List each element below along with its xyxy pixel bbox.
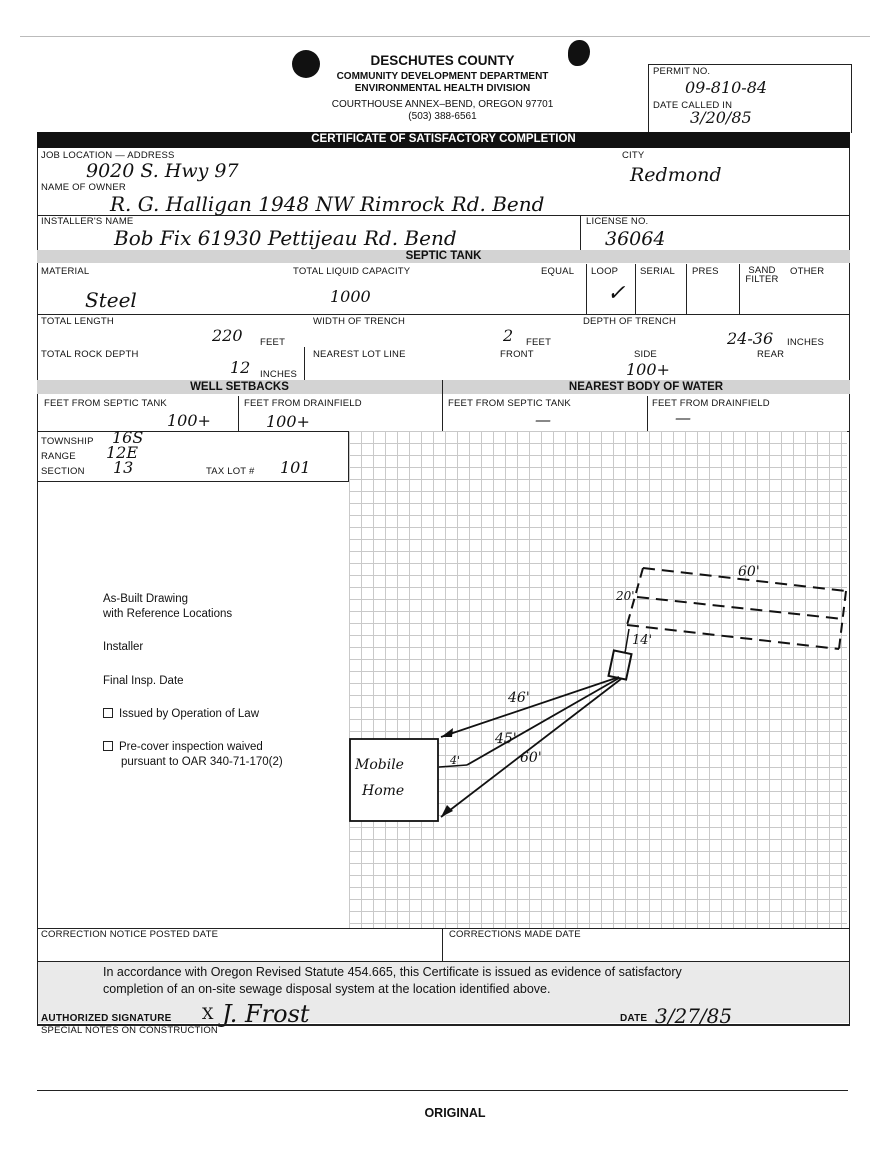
home-label: Home (362, 783, 405, 799)
rule-equal (586, 264, 587, 314)
well-from-drainfield-label: FEET FROM DRAINFIELD (244, 398, 362, 409)
rule-rock-divider (304, 347, 305, 380)
signature-value: J. Frost (222, 1000, 310, 1028)
rule-pres (739, 264, 740, 314)
rule-serial (686, 264, 687, 314)
final-insp-label: Final Insp. Date (103, 675, 184, 687)
mobile-label: Mobile (355, 757, 404, 773)
drainfield-line-bottom (627, 625, 839, 649)
dim-label-14: 14' (632, 633, 653, 648)
equal-label: EQUAL (541, 266, 575, 277)
corrections-made-label: CORRECTIONS MADE DATE (449, 929, 581, 940)
owner-label: NAME OF OWNER (41, 182, 126, 193)
width-unit: FEET (526, 337, 552, 348)
rule-loop (635, 264, 636, 314)
precover-checkbox[interactable] (103, 741, 113, 751)
installer-sidebar-label: Installer (103, 641, 144, 653)
tax-lot-label: TAX LOT # (206, 466, 255, 477)
installer-label: INSTALLER'S NAME (41, 216, 134, 227)
arrow-46 (441, 728, 453, 737)
rule-bottom (37, 1090, 848, 1091)
rule-statement-top (37, 961, 850, 962)
issued-by-law-label: Issued by Operation of Law (119, 708, 259, 720)
well-setbacks-title: WELL SETBACKS (190, 381, 289, 393)
serial-label: SERIAL (640, 266, 675, 277)
township-label: TOWNSHIP (41, 436, 94, 447)
statement-line-2: completion of an on-site sewage disposal system at the location identified above. (103, 982, 551, 996)
owner-value: R. G. Halligan 1948 NW Rimrock Rd. Bend (110, 192, 545, 216)
rear-label: REAR (757, 349, 785, 360)
well-tank-value: 100+ (167, 411, 211, 430)
precover-label-1: Pre-cover inspection waived (119, 741, 263, 753)
range-value: 12E (106, 443, 139, 462)
rule-water-divider (647, 396, 648, 431)
total-length-unit: FEET (260, 337, 286, 348)
rock-depth-label: TOTAL ROCK DEPTH (41, 349, 139, 360)
license-value: 36064 (605, 228, 666, 250)
date-label: DATE (620, 1013, 648, 1024)
department-name: COMMUNITY DEVELOPMENT DEPARTMENT (336, 71, 549, 82)
dim-label-60-top: 60' (738, 564, 760, 580)
dim-line-60 (441, 679, 621, 817)
top-rule (20, 36, 870, 37)
job-location-value: 9020 S. Hwy 97 (86, 160, 239, 182)
signature-x: X (202, 1004, 214, 1023)
original-label: ORIGINAL (424, 1106, 486, 1120)
drainfield-line-mid (637, 597, 843, 619)
septic-tank-shape (608, 650, 631, 679)
sand-filter-label: SAND FILTER (745, 265, 779, 285)
division-name: ENVIRONMENTAL HEALTH DIVISION (354, 83, 531, 94)
pres-label: PRES (692, 266, 719, 277)
office-address: COURTHOUSE ANNEX–BEND, OREGON 97701 (331, 99, 554, 110)
water-tank-value: — (535, 410, 551, 429)
signature-label: AUTHORIZED SIGNATURE (41, 1013, 172, 1024)
drainfield-end-right (839, 591, 846, 649)
statement-line-1: In accordance with Oregon Revised Statute 454.665, this Certificate is issued as evidence of satisfactory (103, 965, 682, 979)
dim-label-46: 46' (508, 690, 530, 706)
correction-notice-label: CORRECTION NOTICE POSTED DATE (41, 929, 219, 940)
dim-label-45: 45' (495, 731, 517, 747)
capacity-value: 1000 (330, 287, 371, 306)
job-location-label: JOB LOCATION — ADDRESS (41, 150, 175, 161)
depth-unit: INCHES (787, 337, 825, 348)
loop-checkmark: ✓ (607, 281, 626, 306)
width-value: 2 (503, 326, 514, 345)
side-value: 100+ (626, 360, 670, 379)
office-phone: (503) 388-6561 (408, 111, 477, 122)
septic-title: SEPTIC TANK (405, 250, 482, 262)
material-value: Steel (85, 288, 137, 312)
rule-license-divider (580, 215, 581, 250)
date-value: 3/27/85 (655, 1004, 733, 1028)
water-drainfield-value: — (675, 408, 691, 427)
front-label: FRONT (500, 349, 534, 360)
rock-depth-value: 12 (230, 358, 251, 377)
section-label: SECTION (41, 466, 85, 477)
rock-depth-unit: INCHES (260, 369, 298, 380)
date-called-label: DATE CALLED IN (653, 100, 733, 111)
nearest-lot-label: NEAREST LOT LINE (313, 349, 406, 360)
other-label: OTHER (790, 266, 825, 277)
certificate-title: CERTIFICATE OF SATISFACTORY COMPLETION (311, 133, 576, 145)
as-built-sketch (349, 431, 847, 929)
township-value: 16S (112, 428, 144, 447)
depth-value: 24-36 (727, 329, 774, 348)
well-from-tank-label: FEET FROM SEPTIC TANK (44, 398, 167, 409)
width-label: WIDTH OF TRENCH (313, 316, 406, 327)
tank-connector (625, 629, 629, 653)
special-notes-label: SPECIAL NOTES ON CONSTRUCTION (41, 1025, 218, 1036)
side-label: SIDE (634, 349, 657, 360)
issued-by-law-option[interactable] (103, 708, 259, 720)
dim-label-20: 20' (616, 589, 635, 603)
water-from-drainfield-label: FEET FROM DRAINFIELD (652, 398, 770, 409)
installer-value: Bob Fix 61930 Pettijeau Rd. Bend (114, 226, 457, 250)
as-built-label: As-Built Drawing (103, 593, 188, 605)
section-value: 13 (113, 458, 134, 477)
water-title: NEAREST BODY OF WATER (568, 381, 724, 393)
loop-label: LOOP (591, 266, 619, 277)
water-from-tank-label: FEET FROM SEPTIC TANK (448, 398, 571, 409)
permit-no-value: 09-810-84 (685, 78, 768, 97)
license-label: LICENSE NO. (586, 216, 649, 227)
city-value: Redmond (630, 164, 722, 186)
well-drainfield-value: 100+ (266, 412, 310, 431)
tax-lot-value: 101 (280, 458, 311, 477)
dim-label-60-diag: 60' (520, 750, 542, 766)
header-block (300, 53, 585, 122)
with-reference-label: with Reference Locations (103, 608, 233, 620)
date-called-value: 3/20/85 (690, 108, 752, 127)
material-label: MATERIAL (41, 266, 90, 277)
arrow-60 (441, 805, 453, 817)
precover-option[interactable] (103, 741, 263, 753)
dim-label-4: 4' (450, 754, 461, 767)
precover-label-2: pursuant to OAR 340-71-170(2) (121, 756, 283, 768)
capacity-label: TOTAL LIQUID CAPACITY (293, 266, 411, 277)
rule-well-divider (238, 396, 239, 431)
county-name: DESCHUTES COUNTY (370, 53, 515, 68)
depth-label: DEPTH OF TRENCH (583, 316, 677, 327)
mobile-home-shape (350, 739, 438, 821)
rule-correction-divider (442, 928, 443, 961)
total-length-value: 220 (212, 326, 243, 345)
range-label: RANGE (41, 451, 76, 462)
rule-owner (37, 215, 850, 216)
total-length-label: TOTAL LENGTH (41, 316, 114, 327)
city-label: CITY (622, 150, 645, 161)
issued-by-law-checkbox[interactable] (103, 708, 113, 718)
permit-no-label: PERMIT NO. (653, 66, 711, 77)
rule-material (37, 314, 850, 315)
